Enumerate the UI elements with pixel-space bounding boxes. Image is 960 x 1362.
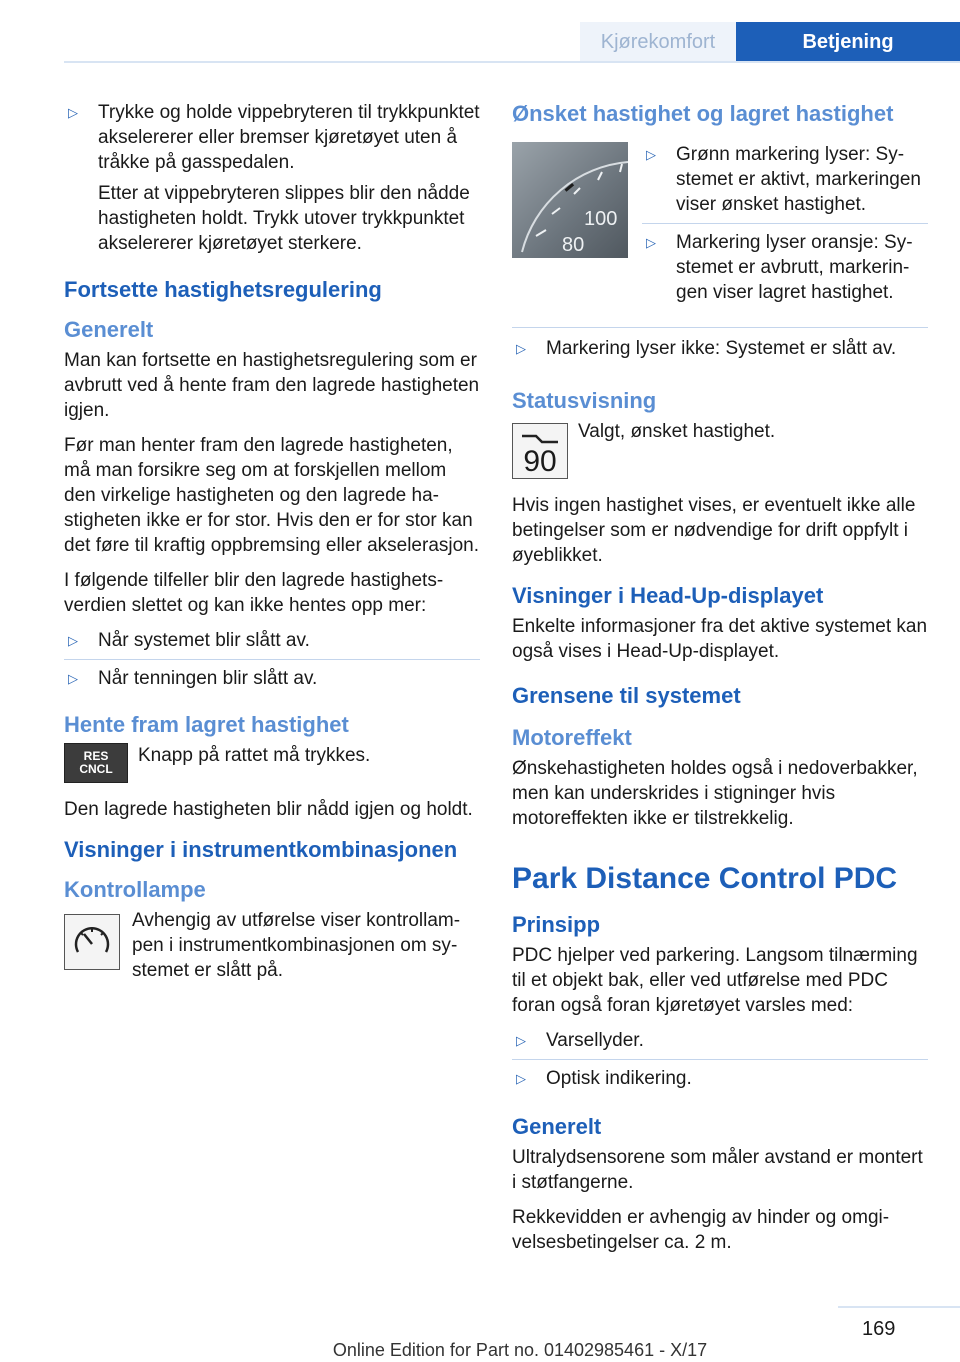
heading-hente: Hente fram lagret hastighet [64,712,349,737]
paragraph: Ønskehastigheten holdes også i nedoverbakker, men kan underskrides i stigninger hvis motoreffekten ikke er tilstrekkelig. [512,758,918,829]
triangle-bullet-icon: ▷ [646,235,656,250]
list-item-subtext: Etter at vippebryteren slippes blir den nådde hastigheten holdt. Trykk utover trykkpunktet akselererer kjøretøyet sterkere. [98,183,470,254]
speed-display-icon [512,423,568,479]
heading-grensene: Grensene til systemet [512,683,741,708]
gauge-label-80: 80 [562,234,585,256]
intro-bullet-list [64,100,480,262]
edition-footer: Online Edition for Part no. 01402985461 - X/17 [332,1340,708,1360]
list-item-text: Når tenningen blir slått av. [98,668,318,689]
off-bullet-list [512,327,928,367]
triangle-bullet-icon: ▷ [516,341,526,356]
paragraph: Man kan fortsette en hastighetsregulering som er avbrutt ved å hente fram den lagrede hastigheten igjen. [64,350,480,421]
heading-motoreffekt: Motoreffekt [512,725,632,750]
gauge-section [512,142,928,327]
heading-prinsipp: Prinsipp [512,912,601,937]
triangle-bullet-icon: ▷ [68,671,78,686]
list-item-text: Markering lyser ikke: Systemet er slått av. [546,338,897,359]
paragraph: Hvis ingen hastighet vises, er eventuelt ikke alle betingelser som er nødvendige for drift oppfylt i øyeblikket. [512,495,916,566]
paragraph: Før man henter fram den lagrede hastigheten, må man forsikre seg om at forskjellen mellom den virkelige hastigheten og den lagrede hastigheten ikke er for stor. Hvis den er for stor kan det føre til kraftig oppbremsing eller akselerasjon. [64,435,480,556]
speed-value: 90 [523,445,557,478]
list-item-text: Markering lyser oransje: Systemet er avbrutt, markeringen viser lagret hastighet. [676,232,913,303]
paragraph: PDC hjelper ved parkering. Langsom tilnærming til et objekt bak, eller ved utførelse med PDC foran også foran kjøretøyet varsles med: [512,945,918,1016]
triangle-bullet-icon: ▷ [646,147,656,162]
page-number: 169 [862,1318,896,1340]
heading-kontrollampe: Kontrollampe [64,877,206,902]
gauge-label-100: 100 [584,208,618,230]
reset-bullet-list [64,628,480,697]
triangle-bullet-icon: ▷ [68,633,78,648]
right-column [512,100,928,1265]
heading-fortsette: Fortsette hastighetsregulering [64,277,382,302]
heading-statusvisning: Statusvisning [512,388,657,413]
paragraph: Den lagrede hastigheten blir nådd igjen og holdt. [64,799,473,820]
list-item-text: Når systemet blir slått av. [98,630,310,651]
heading-onsket: Ønsket hastighet og lagret hastighet [512,101,894,126]
status-description: Valgt, ønsket hastighet. [578,421,776,442]
kontrollampe-row [64,908,480,983]
speedometer-indicator-icon [64,914,120,970]
list-item [64,628,480,660]
left-column [64,100,480,995]
heading-hud: Visninger i Head-Up-displayet [512,583,824,608]
footer-rule [838,1306,960,1308]
list-item [642,142,928,224]
page-header [0,0,960,62]
res-label: RES [83,749,109,763]
paragraph: Ultralydsensorene som måler avstand er montert i støtfangerne. [512,1147,923,1193]
list-item [512,1066,928,1097]
list-item [64,100,480,262]
res-cncl-button-icon [64,743,128,783]
paragraph: Enkelte informasjoner fra det aktive systemet kan også vises i Head-Up-displayet. [512,616,928,662]
status-row [512,419,928,479]
pdc-bullet-list [512,1028,928,1097]
header-rule [64,61,960,63]
cncl-label: CNCL [79,762,113,776]
list-item-text: Varsellyder. [546,1030,644,1051]
gauge-bullet-list [642,142,928,317]
chapter-tab: Betjening [736,22,960,62]
triangle-bullet-icon: ▷ [516,1071,526,1086]
list-item-text: Optisk indikering. [546,1068,692,1089]
kontrollampe-description: Avhengig av utførelse viser kontrollampen i instrumentkombinasjonen om systemet er slått på. [132,910,461,981]
list-item-text: Grønn markering lyser: Systemet er aktivt, markeringen viser ønsket hastighet. [676,144,921,215]
marker-line-icon [520,432,560,446]
list-item [64,666,480,697]
heading-generelt-pdc: Generelt [512,1114,602,1139]
res-button-row [64,743,480,783]
heading-visninger: Visninger i instrumentkombinasjonen [64,837,458,862]
res-description: Knapp på rattet må trykkes. [138,745,371,766]
triangle-bullet-icon: ▷ [516,1033,526,1048]
list-item [512,1028,928,1060]
heading-generelt: Generelt [64,317,154,342]
paragraph: Rekkevidden er avhengig av hinder og omgivelsesbetingelser ca. 2 m. [512,1207,890,1253]
list-item-text: Trykke og holde vippebryteren til trykkpunktet akselererer eller bremser kjøretøyet uten å tråkke på gasspedalen. [98,102,480,173]
list-item [642,230,928,311]
speedometer-gauge-image [512,142,628,258]
paragraph: I følgende tilfeller blir den lagrede hastighetsverdien slettet og kan ikke hentes opp mer: [64,570,444,616]
list-item [512,336,928,367]
section-tab: Kjørekomfort [580,22,736,62]
heading-pdc: Park Distance Control PDC [512,862,898,895]
triangle-bullet-icon: ▷ [68,105,78,120]
